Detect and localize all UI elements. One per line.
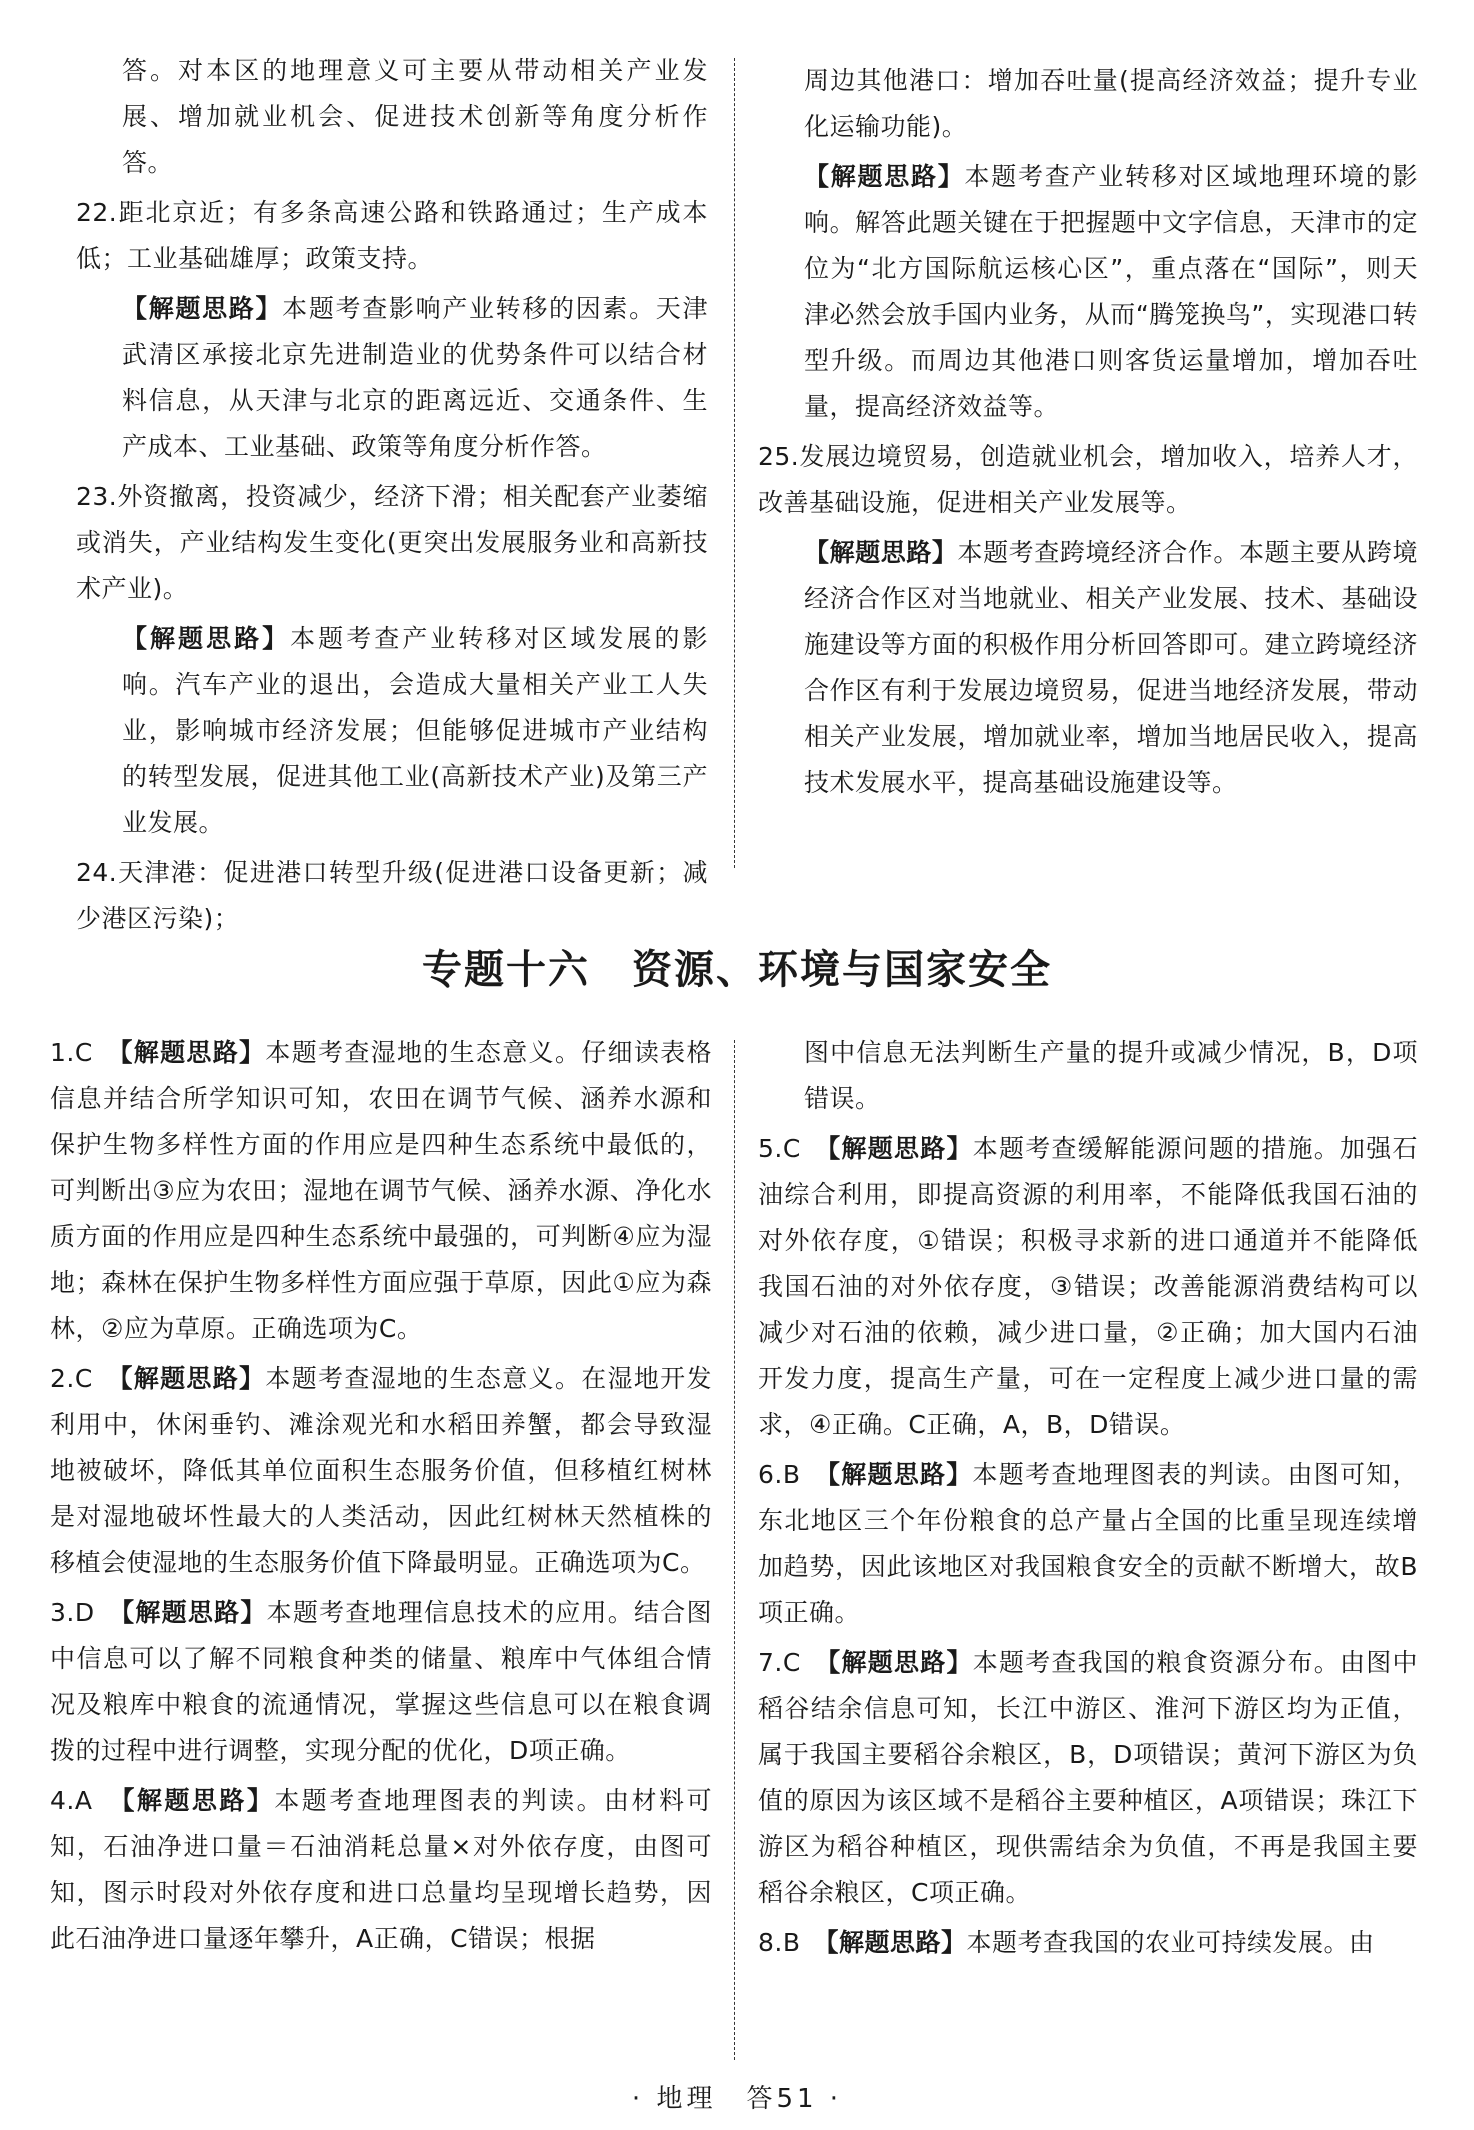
answer-item-23: 23.外资撤离，投资减少，经济下滑；相关配套产业萎缩或消失，产业结构发生变化(更突出发展服务业和高新技术产业)。	[76, 482, 708, 603]
answer-item-5: 5.C 【解题思路】本题考查缓解能源问题的措施。加强石油综合利用，即提高资源的利用率，不能降低我国石油的对外依存度，①错误；积极寻求新的进口通道并不能降低我国石油的对外依存度，③错误；改善能源消费结构可以减少对石油的依赖，减少进口量，②正确；加大国内石油开发力度，提高生产量，可在一定程度上减少进口量的需求，④正确。C正确，A，B，D错误。	[758, 1134, 1418, 1439]
section-title: 专题十六 资源、环境与国家安全	[422, 946, 1052, 993]
top-right-column	[758, 58, 1418, 810]
answer-paragraph: 图中信息无法判断生产量的提升或减少情况，B，D项错误。	[804, 1038, 1418, 1113]
answer-item-2: 2.C 【解题思路】本题考查湿地的生态意义。在湿地开发利用中，休闲垂钓、滩涂观光和水稻田养蟹，都会导致湿地被破坏，降低其单位面积生态服务价值，但移植红树林是对湿地破坏性最大的人类活动，因此红树林天然植株的移植会使湿地的生态服务价值下降最明显。正确选项为C。	[50, 1364, 712, 1577]
bottom-right-column	[758, 1030, 1418, 1970]
answer-item-8: 8.B 【解题思路】本题考查我国的农业可持续发展。由	[758, 1928, 1375, 1957]
answer-item-25: 25.发展边境贸易，创造就业机会，增加收入，培养人才，改善基础设施，促进相关产业发展等。	[758, 442, 1418, 517]
answer-paragraph: 周边其他港口：增加吞吐量(提高经济效益；提升专业化运输功能)。	[804, 66, 1418, 141]
answer-item-3: 3.D 【解题思路】本题考查地理信息技术的应用。结合图中信息可以了解不同粮食种类的储量、粮库中气体组合情况及粮库中粮食的流通情况，掌握这些信息可以在粮食调拨的过程中进行调整，实现分配的优化，D项正确。	[50, 1598, 712, 1765]
solution-hint: 【解题思路】本题考查影响产业转移的因素。天津武清区承接北京先进制造业的优势条件可以结合材料信息，从天津与北京的距离远近、交通条件、生产成本、工业基础、政策等角度分析作答。	[122, 294, 708, 461]
page-footer: · 地理 答51 ·	[631, 2084, 843, 2114]
answer-item-24: 24.天津港：促进港口转型升级(促进港口设备更新；减少港区污染)；	[76, 858, 708, 933]
answer-item-7: 7.C 【解题思路】本题考查我国的粮食资源分布。由图中稻谷结余信息可知，长江中游区、淮河下游区均为正值，属于我国主要稻谷余粮区，B，D项错误；黄河下游区为负值的原因为该区域不是稻谷主要种植区，A项错误；珠江下游区为稻谷种植区，现供需结余为负值，不再是我国主要稻谷余粮区，C项正确。	[758, 1648, 1418, 1907]
solution-hint: 【解题思路】本题考查跨境经济合作。本题主要从跨境经济合作区对当地就业、相关产业发展、技术、基础设施建设等方面的积极作用分析回答即可。建立跨境经济合作区有利于发展边境贸易，促进当地经济发展，带动相关产业发展，增加就业率，增加当地居民收入，提高技术发展水平，提高基础设施建设等。	[804, 538, 1418, 797]
answer-item-4: 4.A 【解题思路】本题考查地理图表的判读。由材料可知，石油净进口量＝石油消耗总量×对外依存度，由图可知，图示时段对外依存度和进口总量均呈现增长趋势，因此石油净进口量逐年攀升，A正确，C错误；根据	[50, 1786, 712, 1953]
answer-paragraph: 答。对本区的地理意义可主要从带动相关产业发展、增加就业机会、促进技术创新等角度分析作答。	[122, 56, 708, 177]
column-divider	[734, 58, 735, 868]
answer-item-22: 22.距北京近；有多条高速公路和铁路通过；生产成本低；工业基础雄厚；政策支持。	[76, 198, 708, 273]
answer-item-1: 1.C 【解题思路】本题考查湿地的生态意义。仔细读表格信息并结合所学知识可知，农田在调节气候、涵养水源和保护生物多样性方面的作用应是四种生态系统中最低的，可判断出③应为农田；湿地在调节气候、涵养水源、净化水质方面的作用应是四种生态系统中最强的，可判断④应为湿地；森林在保护生物多样性方面应强于草原，因此①应为森林，②应为草原。正确选项为C。	[50, 1038, 712, 1343]
column-divider	[734, 1040, 735, 2060]
top-left-column	[76, 48, 708, 946]
bottom-left-column	[50, 1030, 712, 1966]
solution-hint: 【解题思路】本题考查产业转移对区域地理环境的影响。解答此题关键在于把握题中文字信息，天津市的定位为“北方国际航运核心区”，重点落在“国际”，则天津必然会放手国内业务，从而“腾笼换鸟”，实现港口转型升级。而周边其他港口则客货运量增加，增加吞吐量，提高经济效益等。	[804, 162, 1418, 421]
solution-hint: 【解题思路】本题考查产业转移对区域发展的影响。汽车产业的退出，会造成大量相关产业工人失业，影响城市经济发展；但能够促进城市产业结构的转型发展，促进其他工业(高新技术产业)及第三产业发展。	[122, 624, 708, 837]
answer-item-6: 6.B 【解题思路】本题考查地理图表的判读。由图可知，东北地区三个年份粮食的总产量占全国的比重呈现连续增加趋势，因此该地区对我国粮食安全的贡献不断增大，故B项正确。	[758, 1460, 1418, 1627]
